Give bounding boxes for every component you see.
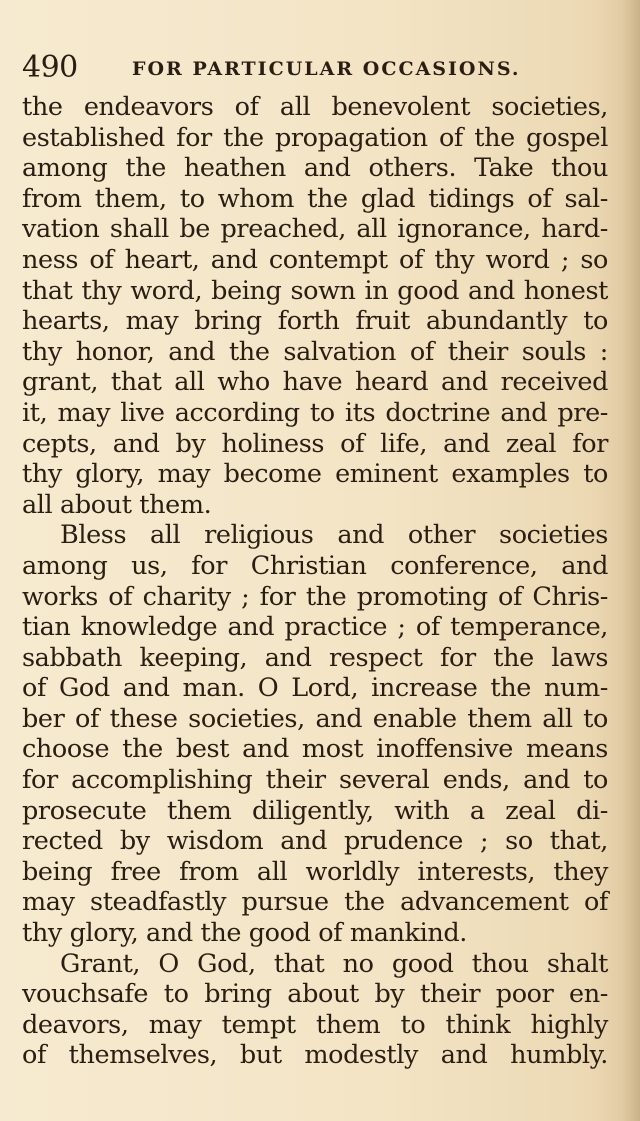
text-line: prosecute them diligently, with a zeal di- [22, 795, 608, 826]
text-line: deavors, may tempt them to think highly [22, 1009, 608, 1040]
text-line: of themselves, but modestly and humbly. [22, 1040, 608, 1071]
text-line: among the heathen and others. Take thou [22, 153, 608, 184]
page-number: 490 [22, 50, 78, 85]
text-line: choose the best and most inoffensive means [22, 734, 608, 765]
text-line: that thy word, being sown in good and honest [22, 275, 608, 306]
text-line: works of charity ; for the promoting of Chris- [22, 581, 608, 612]
text-line: being free from all worldly interests, they [22, 856, 608, 887]
text-line: sabbath keeping, and respect for the laws [22, 642, 608, 673]
text-line: thy glory, may become eminent examples to [22, 459, 608, 490]
text-line: from them, to whom the glad tidings of sal- [22, 183, 608, 214]
text-line: the endeavors of all benevolent societies, [22, 92, 608, 122]
text-line: Grant, O God, that no good thou shalt [60, 948, 608, 979]
text-line: of God and man. O Lord, increase the num- [22, 673, 608, 704]
page-edge-shadow [622, 0, 640, 1121]
running-head: FOR PARTICULAR OCCASIONS. [132, 58, 521, 80]
text-line: ber of these societies, and enable them all to [22, 703, 608, 734]
paragraph-2 [22, 520, 608, 948]
text-line: rected by wisdom and prudence ; so that, [22, 826, 608, 857]
paragraph-1 [22, 92, 608, 520]
text-line: vation shall be preached, all ignorance, hard- [22, 214, 608, 245]
text-line: all about them. [22, 489, 212, 520]
text-line: thy honor, and the salvation of their souls : [22, 336, 608, 367]
text-line: may steadfastly pursue the advancement of [22, 887, 608, 918]
text-line: among us, for Christian conference, and [22, 550, 608, 581]
body-text [22, 92, 608, 1071]
text-line: thy glory, and the good of mankind. [22, 918, 467, 949]
text-line: established for the propagation of the gospel [22, 122, 608, 153]
text-line: hearts, may bring forth fruit abundantly to [22, 306, 608, 337]
text-line: ness of heart, and contempt of thy word ; so [22, 244, 608, 275]
page-header [22, 50, 612, 90]
text-line: for accomplishing their several ends, and to [22, 765, 608, 796]
text-line: Bless all religious and other societies [60, 520, 608, 551]
paragraph-3 [22, 949, 608, 1071]
text-line: vouchsafe to bring about by their poor en- [22, 979, 608, 1010]
text-line: tian knowledge and practice ; of temperance, [22, 612, 608, 643]
text-line: it, may live according to its doctrine and pre- [22, 397, 608, 428]
text-line: cepts, and by holiness of life, and zeal for [22, 428, 608, 459]
text-line: grant, that all who have heard and received [22, 367, 608, 398]
